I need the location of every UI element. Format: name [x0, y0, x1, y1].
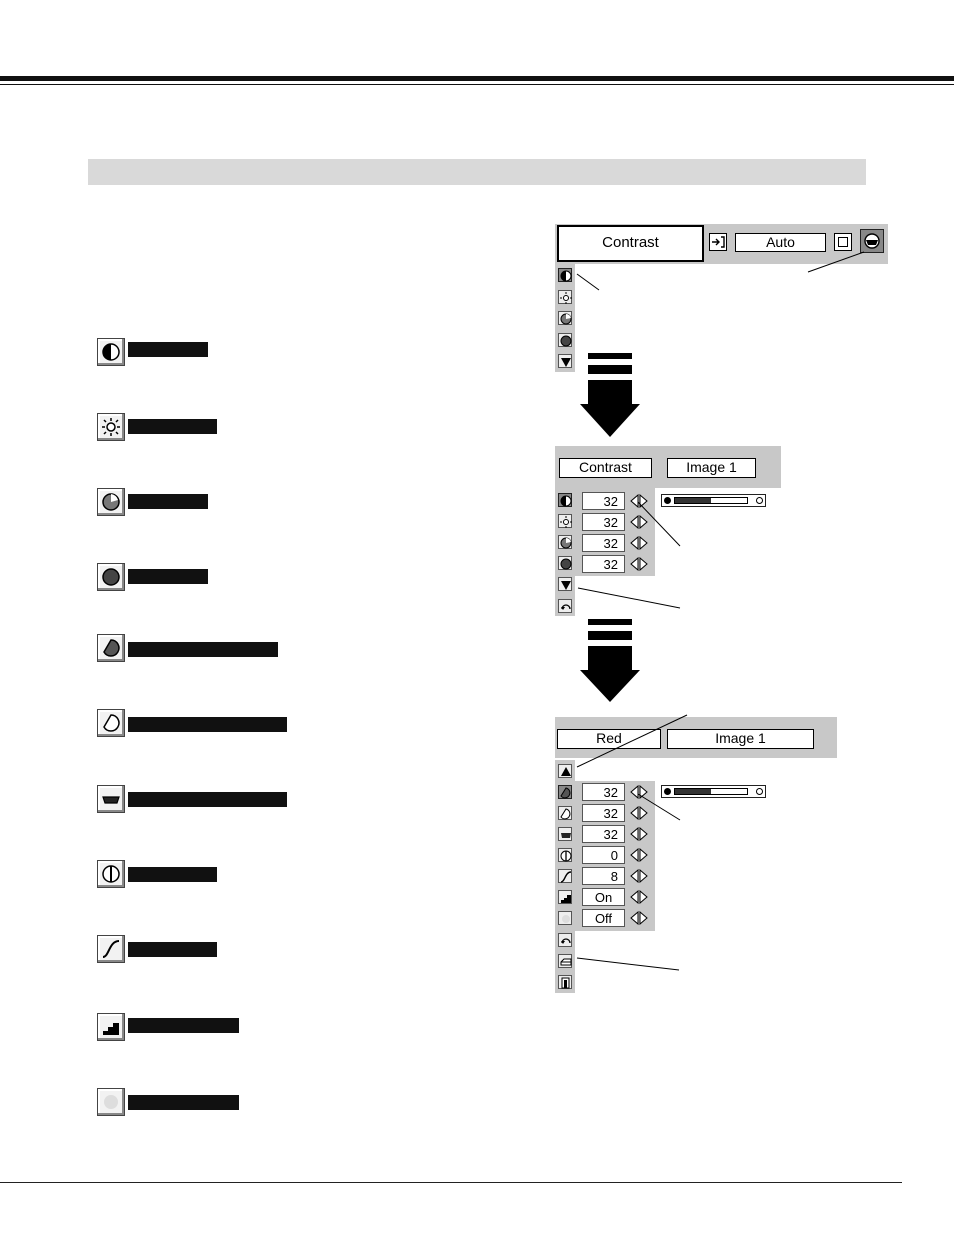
- menu2-image-mode-field: Image 1: [667, 458, 756, 478]
- section-heading-bar: [88, 159, 866, 185]
- white-balance-green-icon: [97, 709, 125, 737]
- menu3-value-gamma[interactable]: 8: [582, 867, 625, 885]
- menu3-value-sharpness[interactable]: 0: [582, 846, 625, 864]
- brightness-label-bar: [128, 419, 217, 434]
- pointer-line-contrast: [575, 272, 601, 292]
- contrast-icon[interactable]: [558, 493, 572, 507]
- gamma-icon[interactable]: [558, 869, 572, 883]
- menu1-title-field: Contrast: [557, 225, 704, 262]
- adjust-arrows-icon[interactable]: [629, 556, 649, 572]
- pointer-line-arrows: [636, 500, 682, 548]
- reset-icon[interactable]: [558, 933, 572, 947]
- menu1-mode-field: Auto: [735, 233, 826, 252]
- header-rule-thin: [0, 84, 954, 85]
- brightness-icon: [97, 413, 125, 441]
- tint-icon[interactable]: [558, 556, 572, 570]
- brightness-icon[interactable]: [558, 290, 572, 304]
- pointer-line-scroll-up: [575, 713, 689, 769]
- sharpness-icon: [97, 860, 125, 888]
- progressive-label-bar: [128, 1018, 239, 1033]
- noise-reduction-label-bar: [128, 1095, 239, 1110]
- contrast-label-bar: [128, 342, 208, 357]
- gamma-label-bar: [128, 942, 217, 957]
- color-icon: [97, 488, 125, 516]
- noise-reduction-icon: [97, 1088, 125, 1116]
- menu2-value-contrast[interactable]: 32: [582, 492, 625, 510]
- menu2-value-tint[interactable]: 32: [582, 555, 625, 573]
- header-rule-thick: [0, 76, 954, 81]
- screen-icon[interactable]: [834, 233, 852, 251]
- white-balance-red-icon[interactable]: [558, 785, 572, 799]
- menu2-icon-column: [555, 488, 575, 616]
- pointer-line-scroll: [576, 586, 682, 610]
- menu3-value-red[interactable]: 32: [582, 783, 625, 801]
- brightness-icon[interactable]: [558, 514, 572, 528]
- tint-icon[interactable]: [558, 333, 572, 347]
- menu2-title-field: Contrast: [559, 458, 652, 478]
- store-icon[interactable]: [558, 954, 572, 968]
- white-balance-green-icon[interactable]: [558, 806, 572, 820]
- scroll-down-icon[interactable]: [558, 577, 572, 591]
- footer-rule: [0, 1182, 902, 1183]
- menu2-value-color[interactable]: 32: [582, 534, 625, 552]
- white-balance-red-label-bar: [128, 642, 278, 657]
- contrast-icon[interactable]: [558, 268, 572, 282]
- pointer-line-arrows-2: [636, 792, 682, 822]
- white-balance-blue-icon[interactable]: [558, 827, 572, 841]
- adjust-arrows-icon[interactable]: [629, 868, 649, 884]
- reset-icon[interactable]: [558, 599, 572, 613]
- progressive-icon[interactable]: [558, 890, 572, 904]
- sharpness-label-bar: [128, 867, 217, 882]
- adjust-arrows-icon[interactable]: [629, 847, 649, 863]
- sharpness-icon[interactable]: [558, 848, 572, 862]
- menu3-image-mode-field: Image 1: [667, 729, 814, 749]
- scroll-down-icon[interactable]: [558, 354, 572, 368]
- menu2-value-brightness[interactable]: 32: [582, 513, 625, 531]
- color-label-bar: [128, 494, 208, 509]
- menu3-value-blue[interactable]: 32: [582, 825, 625, 843]
- pointer-line-image-adjust: [806, 250, 866, 274]
- color-icon[interactable]: [558, 311, 572, 325]
- big-down-arrow-1: [580, 353, 640, 438]
- scroll-up-icon[interactable]: [558, 764, 572, 778]
- noise-reduction-icon[interactable]: [558, 911, 572, 925]
- menu3-value-noise-reduction[interactable]: Off: [582, 909, 625, 927]
- quit-icon[interactable]: [558, 975, 572, 989]
- big-down-arrow-2: [580, 619, 640, 703]
- white-balance-blue-icon: [97, 785, 125, 813]
- input-icon[interactable]: [709, 233, 727, 251]
- menu3-value-progressive[interactable]: On: [582, 888, 625, 906]
- color-icon[interactable]: [558, 535, 572, 549]
- menu3-title-field: Red: [557, 729, 661, 749]
- tint-icon: [97, 563, 125, 591]
- white-balance-blue-label-bar: [128, 792, 287, 807]
- white-balance-red-icon: [97, 634, 125, 662]
- menu3-value-green[interactable]: 32: [582, 804, 625, 822]
- gamma-icon: [97, 935, 125, 963]
- adjust-arrows-icon[interactable]: [629, 889, 649, 905]
- adjust-arrows-icon[interactable]: [629, 910, 649, 926]
- white-balance-green-label-bar: [128, 717, 287, 732]
- adjust-arrows-icon[interactable]: [629, 826, 649, 842]
- pointer-line-store: [575, 956, 681, 972]
- contrast-icon: [97, 338, 125, 366]
- tint-label-bar: [128, 569, 208, 584]
- progressive-icon: [97, 1013, 125, 1041]
